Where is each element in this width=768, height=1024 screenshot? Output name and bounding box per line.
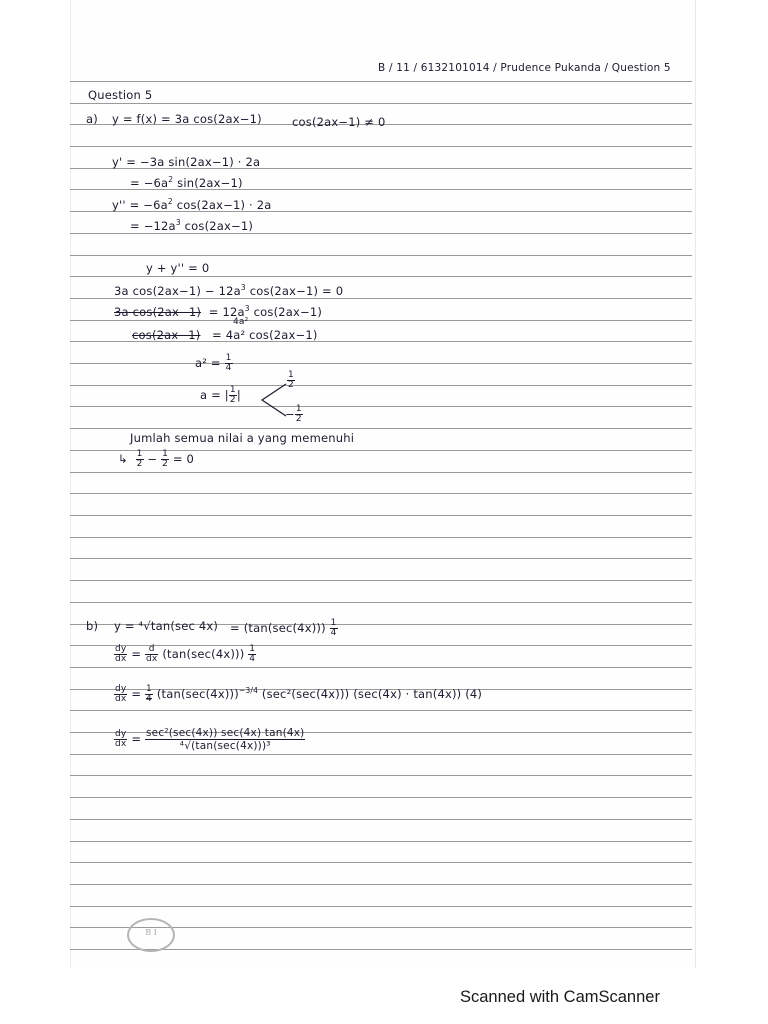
part-b-rhs-body: = (tan(sec(4x))) (230, 621, 326, 635)
root-negative-den: 2 (295, 414, 302, 424)
part-b-equation-rhs (230, 619, 338, 638)
a-squared-line (195, 354, 233, 373)
sum-a-num: 1 (136, 449, 143, 459)
derivative-step-2 (114, 685, 482, 704)
scanner-watermark: Scanned with CamScanner (460, 988, 660, 1006)
ruled-line (70, 862, 692, 863)
part-a-given-equation: y = f(x) = 3a cos(2ax−1) (112, 112, 262, 126)
cancelled-right: = 4a² cos(2ax−1) (212, 328, 318, 342)
ruled-line (70, 884, 692, 885)
part-a-given-condition: cos(2ax−1) ≠ 0 (292, 115, 386, 129)
d2-coef-den: 4 (146, 694, 152, 704)
d1-eq: = (131, 647, 142, 661)
ruled-line (70, 472, 692, 473)
d3-numerator: sec²(sec(4x)) sec(4x) tan(4x) (146, 727, 305, 739)
d2-coef-num: 1 (146, 684, 152, 694)
ruled-line (70, 406, 692, 407)
ruled-line (70, 797, 692, 798)
d2-eq: = (131, 687, 142, 701)
second-derivative-rest-2: cos(2ax−1) (184, 219, 254, 233)
derivative-step-1 (114, 645, 256, 664)
ruled-line (70, 710, 692, 711)
first-derivative-line-2: = $-6a^2$ sin(2ax−1) (130, 175, 243, 190)
a-squared-num: 1 (225, 353, 232, 363)
ruled-line (70, 428, 692, 429)
ruled-line (70, 819, 692, 820)
rearranged-annotation: 4a² (233, 317, 249, 327)
ruled-line (70, 276, 692, 277)
root-positive (287, 371, 295, 390)
a-value-lhs: a = | (200, 388, 229, 402)
ruled-line (70, 320, 692, 321)
ruled-line (70, 775, 692, 776)
rearranged-right-rest: cos(2ax−1) (253, 305, 323, 319)
sum-arrow: ↳ (118, 452, 128, 466)
condition-equation: y + y'' = 0 (146, 261, 210, 275)
sum-result: = 0 (172, 452, 195, 466)
d2-num: dy (115, 684, 127, 694)
part-a-label: a) (86, 112, 98, 126)
root-negative-sign: − (285, 407, 295, 421)
d2-exp: −3/4 (238, 686, 259, 695)
cancelled-left: cos(2ax−1) (132, 328, 201, 342)
part-b-rhs-exp-den: 4 (330, 628, 337, 638)
ruled-line (70, 385, 692, 386)
d1-op-den: dx (146, 654, 158, 664)
second-derivative-coef: y'' = −6a (112, 198, 168, 212)
ruled-line (70, 841, 692, 842)
first-derivative-coef: = −6a (130, 176, 169, 190)
first-derivative-rest: sin(2ax−1) (177, 176, 243, 190)
ruled-line (70, 298, 692, 299)
page-header: B / 11 / 6132101014 / Prudence Pukanda / Question 5 (378, 62, 671, 74)
ruled-line (70, 602, 692, 603)
sum-b-num: 1 (162, 449, 168, 459)
a-value-den: 2 (229, 395, 236, 405)
root-positive-den: 2 (288, 380, 294, 390)
substitution-right: cos(2ax−1) = 0 (249, 284, 344, 298)
ruled-line (70, 754, 692, 755)
d2-den: dx (115, 694, 127, 704)
a-value-num: 1 (229, 385, 236, 395)
d1-exp-den: 4 (249, 654, 256, 664)
second-derivative-line-2: = $-12a^3$ cos(2ax−1) (130, 218, 254, 233)
ruled-line (70, 667, 692, 668)
ruled-line (70, 558, 692, 559)
branch-bracket (258, 380, 288, 420)
d3-num: dy (115, 729, 127, 739)
page-stamp: B I (127, 918, 175, 952)
a-value-rhs: | (236, 388, 241, 402)
second-derivative-line-1: $y'' = -6a^2$ cos(2ax−1) · 2a (112, 197, 272, 212)
d3-denominator: ⁴√(tan(sec(4x)))³ (179, 740, 271, 752)
ruled-line (70, 493, 692, 494)
ruled-line (70, 580, 692, 581)
rearranged-left: 3a cos(2ax−1) (114, 305, 202, 319)
second-derivative-coef-2: = −12a (130, 219, 176, 233)
rearranged-right: = 12a (208, 305, 245, 319)
root-negative (285, 405, 303, 424)
ruled-line (70, 81, 692, 82)
d1-num: dy (115, 644, 127, 654)
a-squared-den: 4 (225, 363, 232, 373)
ruled-line (70, 537, 692, 538)
d1-op-num: d (145, 645, 158, 655)
root-negative-num: 1 (295, 404, 302, 414)
conclusion-text: Jumlah semua nilai a yang memenuhi (130, 431, 355, 445)
d1-body: (tan(sec(4x))) (162, 647, 245, 661)
ruled-line (70, 515, 692, 516)
sum-minus: − (147, 452, 158, 466)
derivative-step-3 (114, 727, 305, 752)
d1-den: dx (115, 654, 127, 664)
cancelled-line (132, 328, 318, 342)
second-derivative-rest: cos(2ax−1) · 2a (176, 198, 272, 212)
ruled-line (70, 146, 692, 147)
sum-a-den: 2 (136, 459, 143, 469)
question-title: Question 5 (88, 88, 153, 102)
ruled-line (70, 363, 692, 364)
substitution-left: 3a cos(2ax−1) − 12a (114, 284, 241, 298)
d2-body-2: (sec²(sec(4x))) (sec(4x) · tan(4x)) (4) (261, 687, 483, 701)
part-b-equation: y = ⁴√tan(sec 4x) (114, 619, 219, 633)
sum-b-den: 2 (162, 459, 168, 469)
d2-body-1: (tan(sec(4x))) (156, 687, 239, 701)
substitution-line: 3a $\cos(2ax-1) - 12a^3$ cos(2ax−1) = 0 (114, 283, 344, 298)
ruled-line (70, 233, 692, 234)
a-squared-fraction (225, 354, 233, 373)
part-b-rhs-exp-num: 1 (330, 618, 337, 628)
a-squared-lhs: a² = (195, 356, 221, 370)
a-value-line (200, 386, 241, 405)
part-b-label: b) (86, 619, 99, 633)
sum-line (118, 450, 194, 469)
ruled-line (70, 103, 692, 104)
first-derivative-line-1: y' = −3a sin(2ax−1) · 2a (112, 155, 261, 169)
ruled-line (70, 255, 692, 256)
root-positive-num: 1 (288, 370, 294, 380)
d3-eq: = (131, 732, 142, 746)
d3-den: dx (115, 739, 127, 749)
a-value-fraction (229, 386, 237, 405)
rearranged-line: 3a $\cos(2ax-1) = 12a^3$ cos(2ax−1) (114, 304, 323, 319)
ruled-line (70, 906, 692, 907)
d1-exp-num: 1 (249, 644, 256, 654)
